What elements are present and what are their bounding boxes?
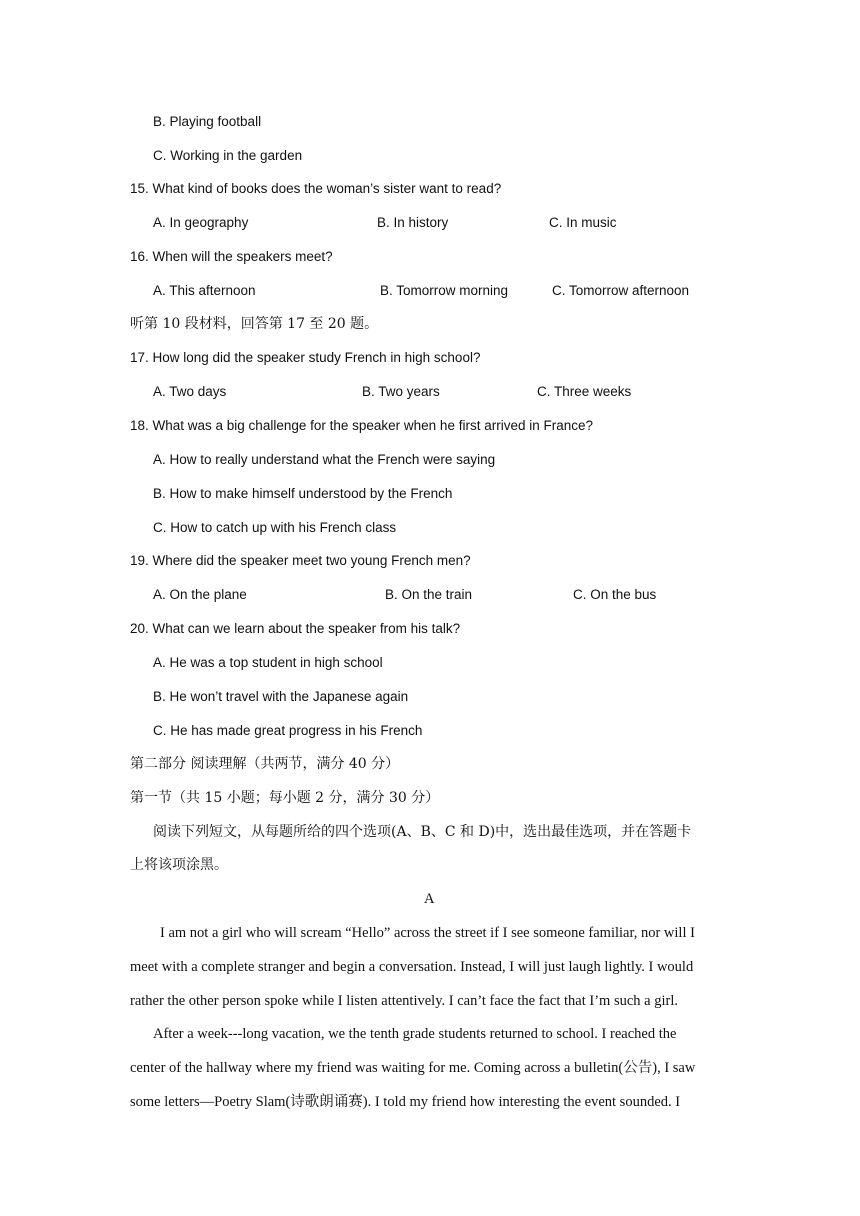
q20-question: 20. What can we learn about the speaker from his talk? (130, 621, 461, 636)
part2-instruction-line1: 阅读下列短文，从每题所给的四个选项(A、B、C 和 D)中，选出最佳选项，并在答题卡 (153, 824, 692, 840)
passage-a-line: After a week---long vacation, we the tenth grade students returned to school. I reached the (153, 1026, 677, 1042)
q16-option-b: B. Tomorrow morning (380, 283, 509, 298)
q15-option-c: C. In music (549, 215, 617, 230)
passage-a-line: meet with a complete stranger and begin a conversation. Instead, I will just laugh lightly. I would (130, 959, 694, 975)
q15-question: 15. What kind of books does the woman’s sister want to read? (130, 181, 502, 196)
q15-option-a: A. In geography (153, 215, 249, 230)
passage-a-line: I am not a girl who will scream “Hello” across the street if I see someone familiar, nor will I (160, 925, 695, 941)
passage-a-line: some letters—Poetry Slam(诗歌朗诵赛). I told my friend how interesting the event sounded. I (130, 1094, 681, 1110)
part2-section1: 第一节（共 15 小题；每小题 2 分，满分 30 分） (130, 790, 440, 806)
q20-option-c: C. He has made great progress in his French (153, 723, 423, 738)
q19-option-c: C. On the bus (573, 587, 657, 602)
passage-a-label: A (424, 891, 435, 907)
part2-instruction-line2: 上将该项涂黑。 (130, 857, 228, 873)
q17-option-c: C. Three weeks (537, 384, 632, 399)
passage-a-line: center of the hallway where my friend was waiting for me. Coming across a bulletin(公告), I saw (130, 1060, 696, 1076)
q18-option-c: C. How to catch up with his French class (153, 520, 397, 535)
q18-question: 18. What was a big challenge for the speaker when he first arrived in France? (130, 418, 593, 433)
q20-option-a: A. He was a top student in high school (153, 655, 383, 670)
q19-option-b: B. On the train (385, 587, 473, 602)
q19-question: 19. Where did the speaker meet two young French men? (130, 553, 471, 568)
q19-option-a: A. On the plane (153, 587, 247, 602)
q16-question: 16. When will the speakers meet? (130, 249, 333, 264)
q15-option-b: B. In history (377, 215, 449, 230)
q17-option-a: A. Two days (153, 384, 227, 399)
part2-heading: 第二部分 阅读理解（共两节，满分 40 分） (130, 756, 400, 772)
q17-question: 17. How long did the speaker study French in high school? (130, 350, 481, 365)
q20-option-b: B. He won’t travel with the Japanese again (153, 689, 409, 704)
q16-option-c: C. Tomorrow afternoon (552, 283, 690, 298)
q18-option-a: A. How to really understand what the French were saying (153, 452, 496, 467)
q14-option-b: B. Playing football (153, 114, 262, 129)
section10-instruction: 听第 10 段材料，回答第 17 至 20 题。 (130, 316, 379, 332)
passage-a-line: rather the other person spoke while I listen attentively. I can’t face the fact that I’m such a girl. (130, 993, 678, 1009)
q16-option-a: A. This afternoon (153, 283, 256, 298)
q18-option-b: B. How to make himself understood by the French (153, 486, 453, 501)
q17-option-b: B. Two years (362, 384, 440, 399)
q14-option-c: C. Working in the garden (153, 148, 303, 163)
